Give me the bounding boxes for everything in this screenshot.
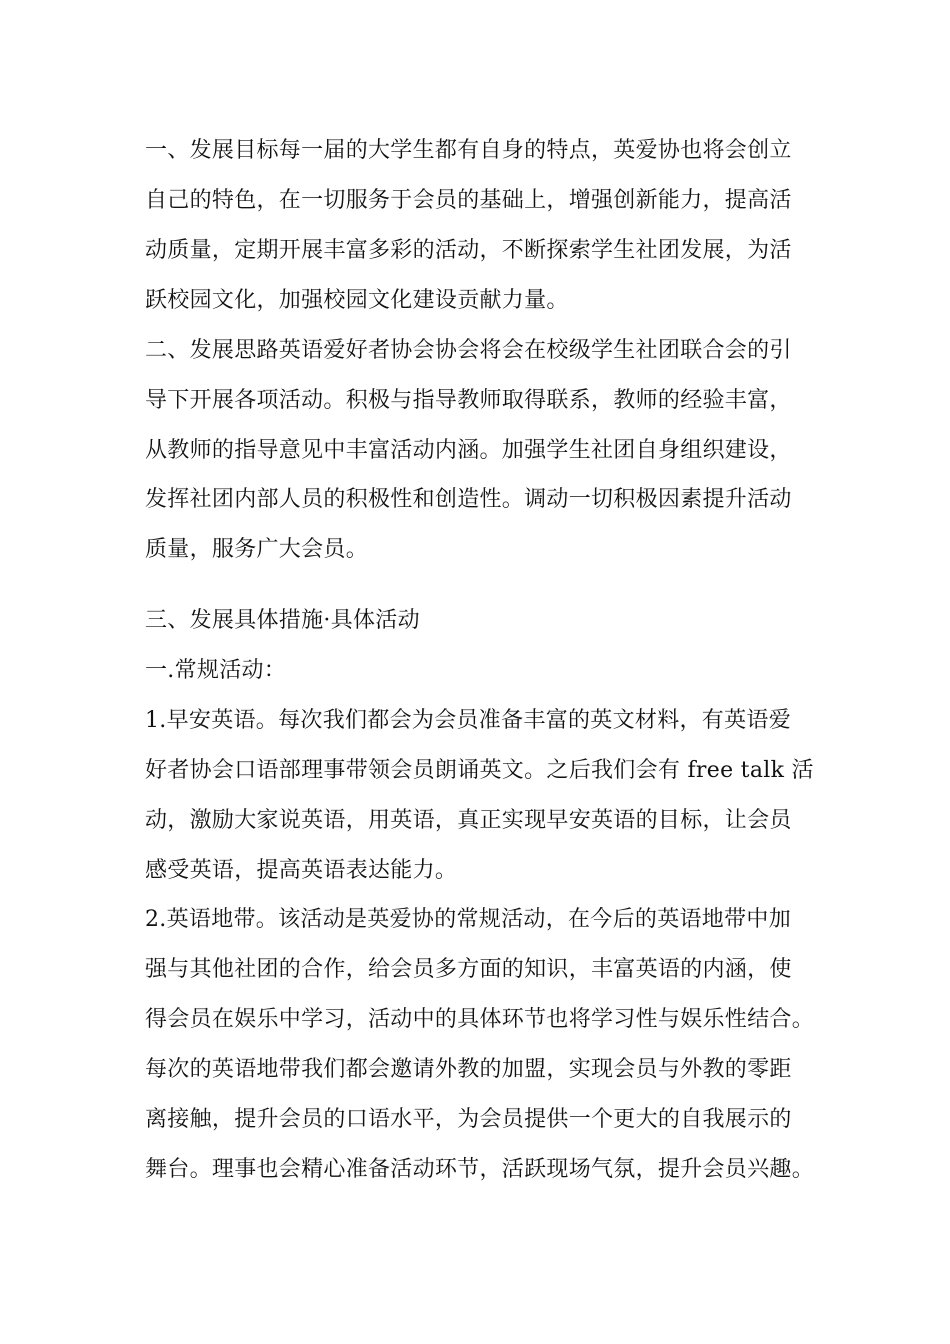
text-line: 从教师的指导意见中丰富活动内涵。加强学生社团自身组织建设，: [145, 438, 792, 463]
text-line: 2.英语地带。该活动是英爱协的常规活动，在今后的英语地带中加: [145, 907, 791, 932]
text-line: 跃校园文化，加强校园文化建设贡献力量。: [145, 288, 569, 313]
text-line: 质量，服务广大会员。: [145, 537, 369, 562]
text-line: 动，激励大家说英语，用英语，真正实现早安英语的目标，让会员: [145, 808, 792, 833]
text-line: 自己的特色，在一切服务于会员的基础上，增强创新能力，提高活: [145, 188, 792, 213]
text-line: 1.早安英语。每次我们都会为会员准备丰富的英文材料，有英语爱: [145, 708, 791, 733]
text-line: 得会员在娱乐中学习，活动中的具体环节也将学习性与娱乐性结合。: [145, 1007, 815, 1032]
text-line: 感受英语，提高英语表达能力。: [145, 858, 458, 883]
text-line: 动质量，定期开展丰富多彩的活动，不断探索学生社团发展，为活: [145, 238, 792, 263]
text-line: 好者协会口语部理事带领会员朗诵英文。之后我们会有 free talk 活: [145, 758, 814, 783]
subsection-heading: 一.常规活动：: [145, 658, 287, 683]
section-heading: 三、发展具体措施·具体活动: [145, 608, 420, 633]
text-line: 强与其他社团的合作，给会员多方面的知识，丰富英语的内涵，使: [145, 957, 792, 982]
text-line: 舞台。理事也会精心准备活动环节，活跃现场气氛，提升会员兴趣。: [145, 1157, 815, 1182]
text-line: 二、发展思路英语爱好者协会协会将会在校级学生社团联合会的引: [145, 338, 792, 363]
text-line: 发挥社团内部人员的积极性和创造性。调动一切积极因素提升活动: [145, 487, 792, 512]
text-line: 导下开展各项活动。积极与指导教师取得联系，教师的经验丰富，: [145, 388, 792, 413]
text-line: 离接触，提升会员的口语水平，为会员提供一个更大的自我展示的: [145, 1107, 792, 1132]
text-line: 一、发展目标每一届的大学生都有自身的特点，英爱协也将会创立: [145, 138, 792, 163]
text-line: 每次的英语地带我们都会邀请外教的加盟，实现会员与外教的零距: [145, 1057, 792, 1082]
